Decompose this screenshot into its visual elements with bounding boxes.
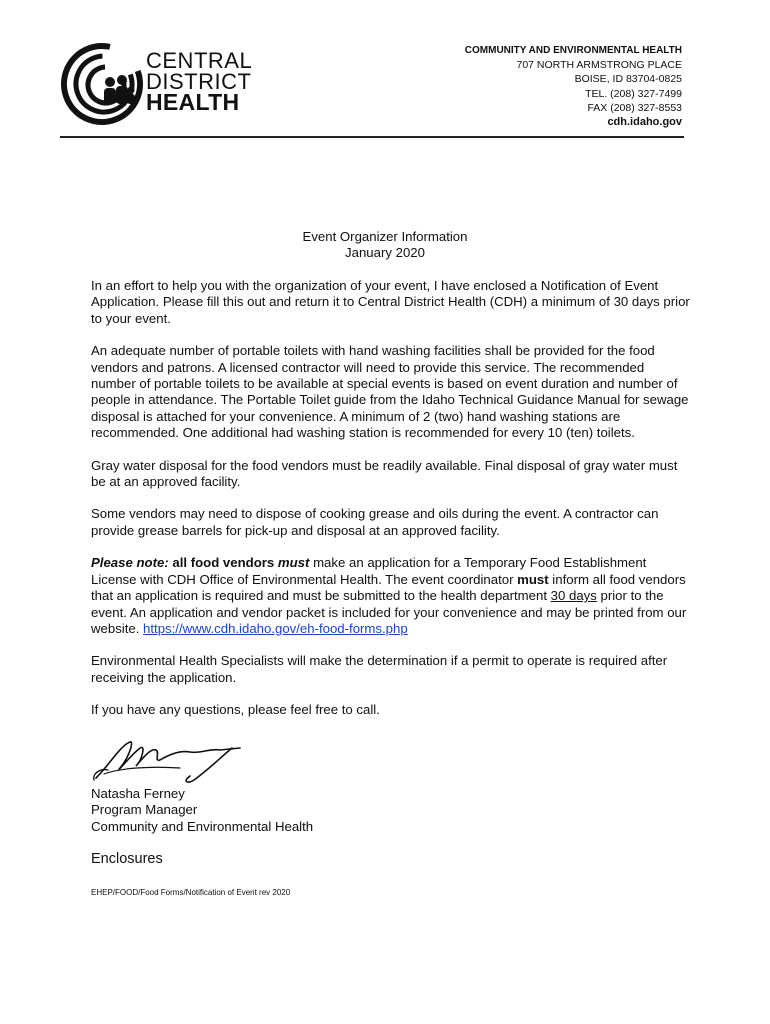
must-italic: must bbox=[277, 555, 310, 571]
street-address: 707 NORTH ARMSTRONG PLACE bbox=[516, 59, 682, 72]
paragraph-2: An adequate number of portable toilets with hand washing facilities shall be provided for the food vendors and patrons. A licensed contractor will need to provide this service. The recommended number of portable toilets to be available at special events is based on event duration and number of people in attendance. The Portable Toilet guide from the Idaho Technical Guidance Manual for sewage disposal is attached for your convenience. A minimum of 2 (two) hand washing stations are recommended. One additional had washing station is recommended for every 10 (ten) toilets. bbox=[91, 343, 689, 441]
enclosures-label: Enclosures bbox=[91, 851, 163, 867]
p5-text-b: inform all food vendors that an application is required and must be submitted to the health department bbox=[91, 571, 686, 604]
paragraph-3: Gray water disposal for the food vendors must be readily available. Final disposal of gray water must be at an approved facility. bbox=[91, 457, 678, 490]
city-address: BOISE, ID 83704-0825 bbox=[574, 73, 682, 86]
letter-body bbox=[91, 278, 691, 735]
signer-department: Community and Environmental Health bbox=[91, 818, 314, 834]
cdh-family-logo-icon bbox=[60, 42, 144, 126]
handwritten-signature bbox=[90, 734, 250, 786]
address-block bbox=[465, 44, 682, 129]
thirty-days: 30 days bbox=[550, 588, 597, 604]
must-bold: must bbox=[517, 571, 549, 587]
signer-title: Program Manager bbox=[91, 802, 198, 818]
paragraph-1: In an effort to help you with the organization of your event, I have enclosed a Notification of Event Application. Please fill this out and return it to Central District Health (CDH) a minimum of 30 days prior to your event. bbox=[91, 278, 690, 326]
note-label: Please note: bbox=[91, 555, 169, 571]
document-footer-ref: EHEP/FOOD/Food Forms/Notification of Event rev 2020 bbox=[91, 888, 291, 897]
paragraph-7: If you have any questions, please feel free to call. bbox=[91, 702, 380, 718]
paragraph-6: Environmental Health Specialists will make the determination if a permit to operate is required after receiving the application. bbox=[91, 653, 668, 685]
letter-date: January 2020 bbox=[345, 245, 425, 260]
logo-line-3: HEALTH bbox=[146, 89, 240, 115]
signer-block bbox=[91, 786, 313, 835]
logo-line-1: CENTRAL bbox=[146, 48, 253, 73]
logo-wordmark bbox=[146, 50, 252, 113]
paragraph-5 bbox=[91, 555, 691, 637]
food-vendors-text: all food vendors bbox=[168, 555, 278, 571]
p5-text-a: make an application for a Temporary Food Establishment License with CDH Office of Environmental Health. The event coordinator bbox=[91, 555, 647, 587]
signer-name: Natasha Ferney bbox=[91, 786, 185, 801]
fax: FAX (208) 327-8553 bbox=[587, 101, 682, 114]
header-divider bbox=[60, 136, 684, 138]
letter-heading bbox=[90, 229, 680, 261]
letter-title: Event Organizer Information bbox=[302, 229, 468, 244]
department-name: COMMUNITY AND ENVIRONMENTAL HEALTH bbox=[464, 45, 682, 56]
logo-line-2: DISTRICT bbox=[146, 69, 252, 94]
paragraph-4: Some vendors may need to dispose of cooking grease and oils during the event. A contractor can provide grease barrels for pick-up and disposal at an approved facility. bbox=[91, 506, 659, 538]
website: cdh.idaho.gov bbox=[607, 116, 682, 129]
food-forms-link[interactable]: https://www.cdh.idaho.gov/eh-food-forms.php bbox=[143, 620, 408, 636]
telephone: TEL. (208) 327-7499 bbox=[585, 87, 682, 100]
p5-text-c: prior to the event. An application and vendor packet is included for your convenience and may be printed from our website. bbox=[91, 588, 687, 636]
